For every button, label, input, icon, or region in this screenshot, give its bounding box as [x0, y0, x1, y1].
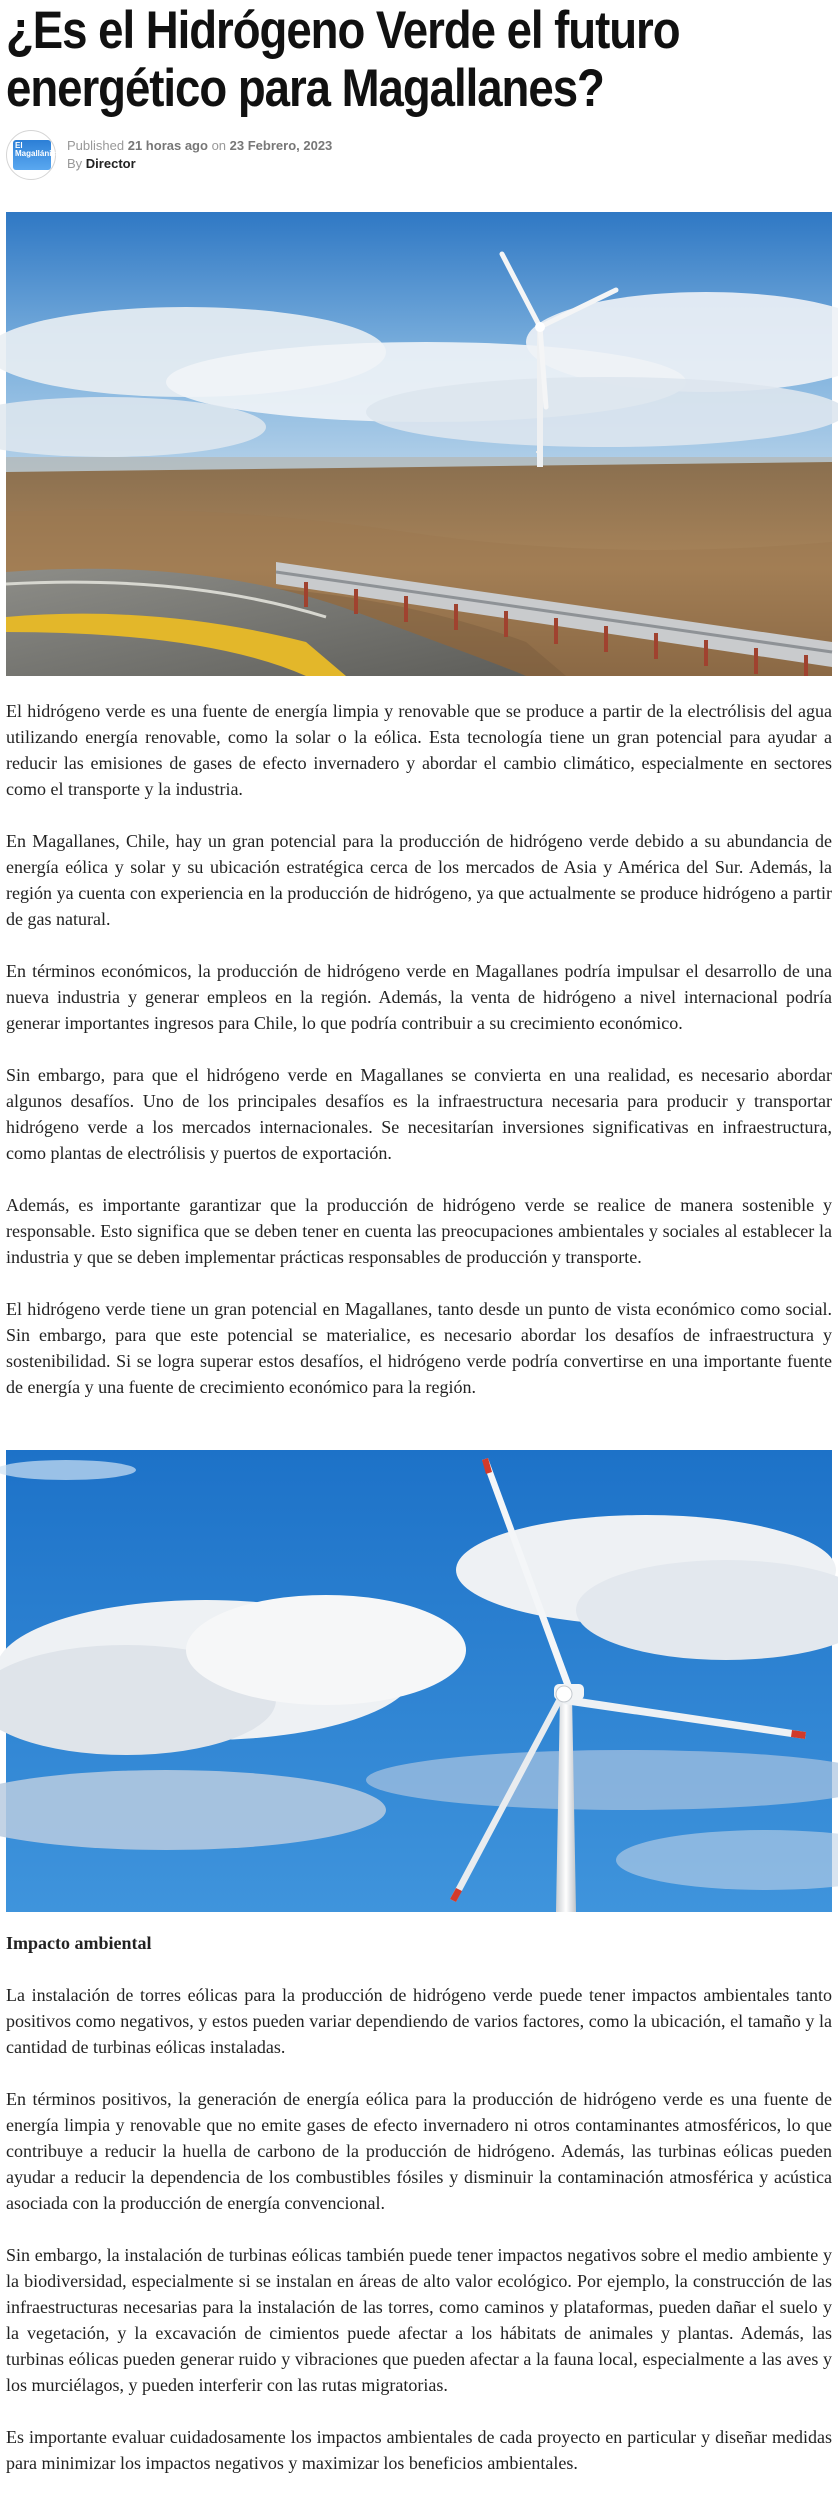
- article-title-line-2: energético para Magallanes?: [6, 59, 604, 118]
- article-title: [6, 0, 716, 122]
- paragraph: El hidrógeno verde es una fuente de energía limpia y renovable que se produce a partir de la electrólisis del agua utilizando energía renovable, como la solar o la eólica. Esta tecnología tiene un gran potencial para ayudar a reducir las emisiones de gases de efecto invernadero y abordar el cambio climático, especialmente en sectores como el transporte y la industria.: [6, 701, 832, 799]
- wind-turbine-image: [6, 1450, 832, 1912]
- article-title-line-1: ¿Es el Hidrógeno Verde el futuro: [6, 1, 680, 60]
- on-label: on: [211, 138, 227, 153]
- relative-time: 21 horas ago: [127, 138, 208, 153]
- paragraph: En Magallanes, Chile, hay un gran potencial para la producción de hidrógeno verde debido a su abundancia de energía eólica y solar y su ubicación estratégica cerca de los mercados de Asia y América del Sur. Además, la región ya cuenta con experiencia en la producción de hidrógeno, ya que actualmente se produce hidrógeno a partir de gas natural.: [6, 831, 832, 929]
- by-label: By: [67, 156, 83, 171]
- section-heading: Impacto ambiental: [6, 1933, 152, 1953]
- published-label: Published: [67, 138, 125, 153]
- paragraph: Además, es importante garantizar que la producción de hidrógeno verde se realice de manera sostenible y responsable. Esto significa que se deben tener en cuenta las preocupaciones ambientales y sociales al establecer la industria y que se deben implementar prácticas responsables de producción y transporte.: [6, 1195, 832, 1267]
- article-body-part-2: [6, 1930, 832, 2502]
- author-link[interactable]: Director: [85, 156, 136, 171]
- paragraph: La instalación de torres eólicas para la producción de hidrógeno verde puede tener impactos ambientales tanto positivos como negativos, y estos pueden variar dependiendo de varios factores, como la ubicación, el tamaño y la cantidad de turbinas eólicas instaladas.: [6, 1985, 832, 2057]
- publish-info: [67, 138, 332, 153]
- article: [6, 0, 832, 2473]
- paragraph: Sin embargo, la instalación de turbinas eólicas también puede tener impactos negativos sobre el medio ambiente y la biodiversidad, especialmente si se instalan en áreas de alto valor ecológico. Por ejemplo, la construcción de las infraestructuras necesarias para la instalación de las torres, como caminos y plataformas, pueden dañar el suelo y la vegetación, y la excavación de cimientos puede afectar a los hábitats de animales y plantas. Además, las turbinas eólicas pueden generar ruido y vibraciones que pueden afectar a la fauna local, especialmente a las aves y los murciélagos, y pueden interferir con las rutas migratorias.: [6, 2245, 832, 2395]
- paragraph: El hidrógeno verde tiene un gran potencial en Magallanes, tanto desde un punto de vista económico como social. Sin embargo, para que este potencial se materialice, es necesario abordar los desafíos de infraestructura y sostenibilidad. Si se logra superar estos desafíos, el hidrógeno verde podría convertirse en una importante fuente de energía y una fuente de crecimiento económico para la región.: [6, 1299, 832, 1397]
- paragraph: Es importante evaluar cuidadosamente los impactos ambientales de cada proyecto en particular y diseñar medidas para minimizar los impactos negativos y maximizar los beneficios ambientales.: [6, 2427, 832, 2473]
- paragraph: Sin embargo, para que el hidrógeno verde en Magallanes se convierta en una realidad, es necesario abordar algunos desafíos. Uno de los principales desafíos es la infraestructura necesaria para producir y transportar hidrógeno verde a los mercados internacionales. Se necesitarían inversiones significativas en infraestructura, como plantas de electrólisis y puertos de exportación.: [6, 1065, 832, 1163]
- byline: [67, 156, 136, 171]
- article-body-part-1: [6, 698, 832, 1426]
- publish-date: 23 Febrero, 2023: [229, 138, 333, 153]
- paragraph: En términos positivos, la generación de energía eólica para la producción de hidrógeno verde es una fuente de energía limpia y renovable que no emite gases de efecto invernadero ni otros contaminantes atmosféricos, lo que contribuye a reducir la huella de carbono de la producción de hidrógeno. Además, las turbinas eólicas pueden ayudar a reducir la dependencia de los combustibles fósiles y disminuir la contaminación atmosférica y acústica asociada con la producción de energía convencional.: [6, 2089, 832, 2213]
- article-meta: [6, 130, 832, 180]
- avatar-logo-text: El Magallánico: [15, 141, 61, 158]
- author-avatar[interactable]: [6, 130, 61, 180]
- hero-image-wind-turbine-road: [6, 212, 832, 676]
- paragraph: En términos económicos, la producción de hidrógeno verde en Magallanes podría impulsar el desarrollo de una nueva industria y generar empleos en la región. Además, la venta de hidrógeno a nivel internacional podría generar importantes ingresos para Chile, lo que podría contribuir a su crecimiento económico.: [6, 961, 832, 1033]
